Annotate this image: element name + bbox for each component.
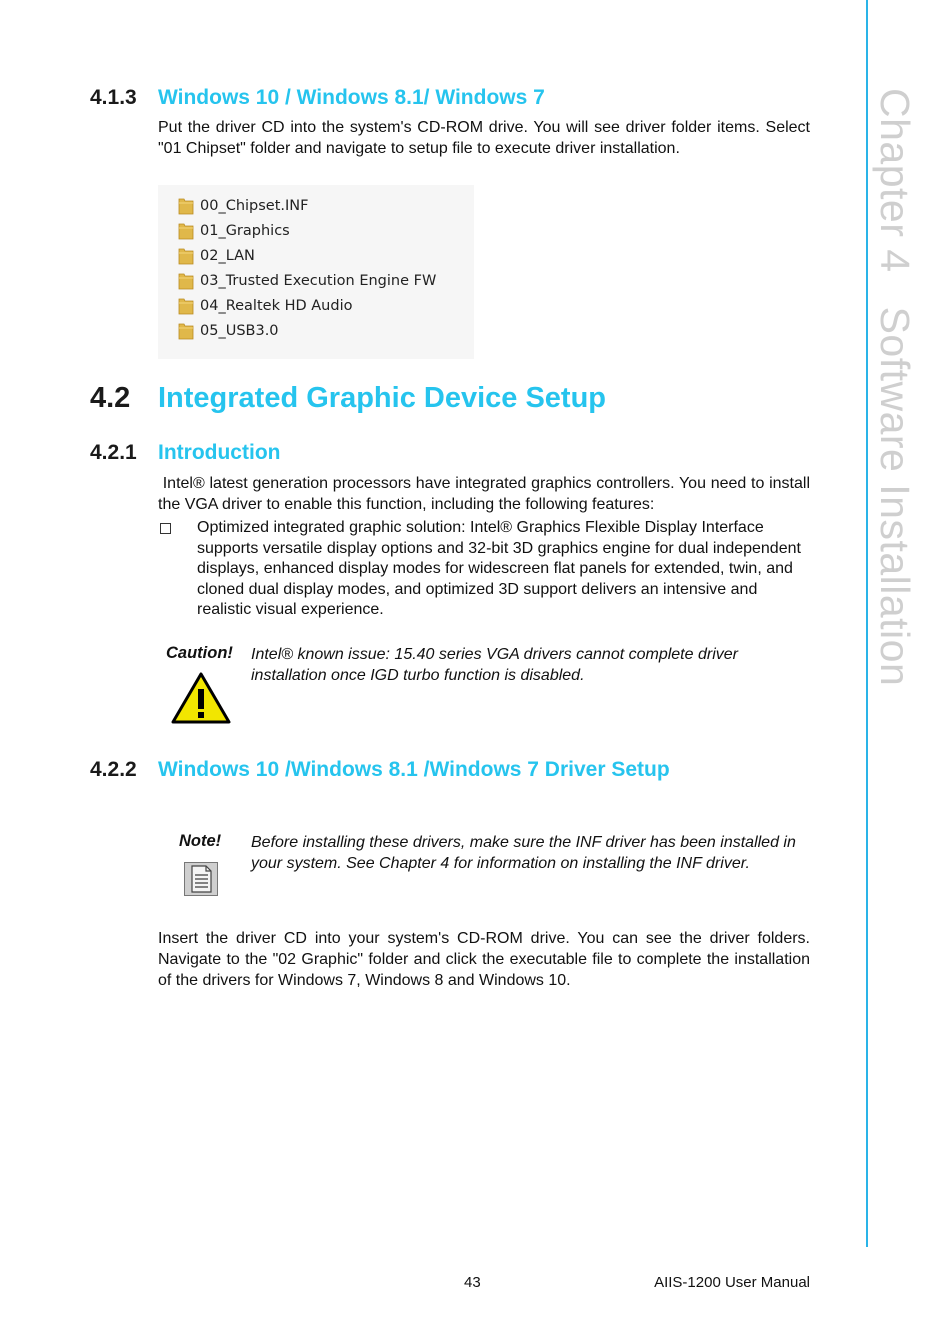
folder-name: 03_Trusted Execution Engine FW	[200, 273, 437, 289]
folder-icon	[178, 247, 194, 265]
folder-item[interactable]	[178, 220, 290, 242]
section-title: Integrated Graphic Device Setup	[158, 382, 607, 414]
note-text: Before installing these drivers, make sure the INF driver has been installed in your system. See Chapter 4 for information on installing the INF driver.	[251, 834, 796, 872]
section-number: 4.1.3	[90, 86, 137, 109]
folder-name: 02_LAN	[200, 248, 255, 264]
section-title: Windows 10 / Windows 8.1/ Windows 7	[158, 86, 545, 109]
folder-icon	[178, 272, 194, 290]
caution-label: Caution!	[166, 644, 233, 662]
section-heading-4-2-2	[90, 758, 670, 782]
folder-name: 04_Realtek HD Audio	[200, 298, 353, 314]
folder-item[interactable]	[178, 195, 308, 217]
warning-triangle-icon	[171, 672, 231, 724]
note-document-icon	[184, 862, 218, 896]
section-heading-4-2-1	[90, 441, 280, 465]
chapter-divider-line	[866, 0, 868, 1247]
note-label: Note!	[179, 832, 222, 850]
folder-icon	[178, 322, 194, 340]
folder-name: 00_Chipset.INF	[200, 198, 309, 214]
page-number: 43	[464, 1274, 481, 1291]
section-4-2-1-paragraph: Intel® latest generation processors have integrated graphics controllers. You need to install the VGA driver to enable this function, including the following features:	[158, 475, 815, 513]
folder-icon	[178, 197, 194, 215]
section-number: 4.2	[90, 382, 131, 414]
section-number: 4.2.1	[90, 441, 137, 464]
section-title: Introduction	[158, 441, 281, 464]
section-number: 4.2.2	[90, 758, 137, 781]
bullet-square-icon	[160, 523, 171, 534]
section-4-1-3-paragraph: Put the driver CD into the system's CD-ROM drive. You will see driver folder items. Select "01 Chipset" folder and navigate to setup file to execute driver installation.	[158, 119, 810, 157]
driver-folder-list	[158, 185, 474, 359]
folder-name: 05_USB3.0	[200, 323, 279, 339]
folder-item[interactable]	[178, 320, 279, 342]
feature-bullet-text: Optimized integrated graphic solution: Intel® Graphics Flexible Display Interface supports versatile display options and 32-bit 3D graphics engine for dual independent displays, enhanced display modes for widescreen flat panels for extended, twin, and cloned dual display modes, and optimized 3D support delivers an intensive and realistic visual experience.	[197, 519, 801, 618]
section-title: Windows 10 /Windows 8.1 /Windows 7 Driver Setup	[158, 758, 670, 781]
section-heading-4-1-3	[90, 86, 545, 110]
chapter-tab	[871, 88, 918, 686]
caution-text: Intel® known issue: 15.40 series VGA drivers cannot complete driver installation once IGD turbo function is disabled.	[251, 646, 738, 684]
section-heading-4-2	[90, 382, 606, 415]
folder-item[interactable]	[178, 245, 255, 267]
chapter-label: Chapter 4	[872, 88, 918, 273]
folder-item[interactable]	[178, 270, 436, 292]
folder-icon	[178, 222, 194, 240]
folder-name: 01_Graphics	[200, 223, 290, 239]
chapter-title: Software Installation	[872, 306, 918, 687]
section-4-2-2-paragraph: Insert the driver CD into your system's CD-ROM drive. You can see the driver folders. Navigate to the "02 Graphic" folder and click the executable file to complete the installation of the drivers for Windows 7, Windows 8 and Windows 10.	[158, 930, 810, 989]
folder-icon	[178, 297, 194, 315]
manual-title: AIIS-1200 User Manual	[654, 1274, 810, 1291]
folder-item[interactable]	[178, 295, 352, 317]
